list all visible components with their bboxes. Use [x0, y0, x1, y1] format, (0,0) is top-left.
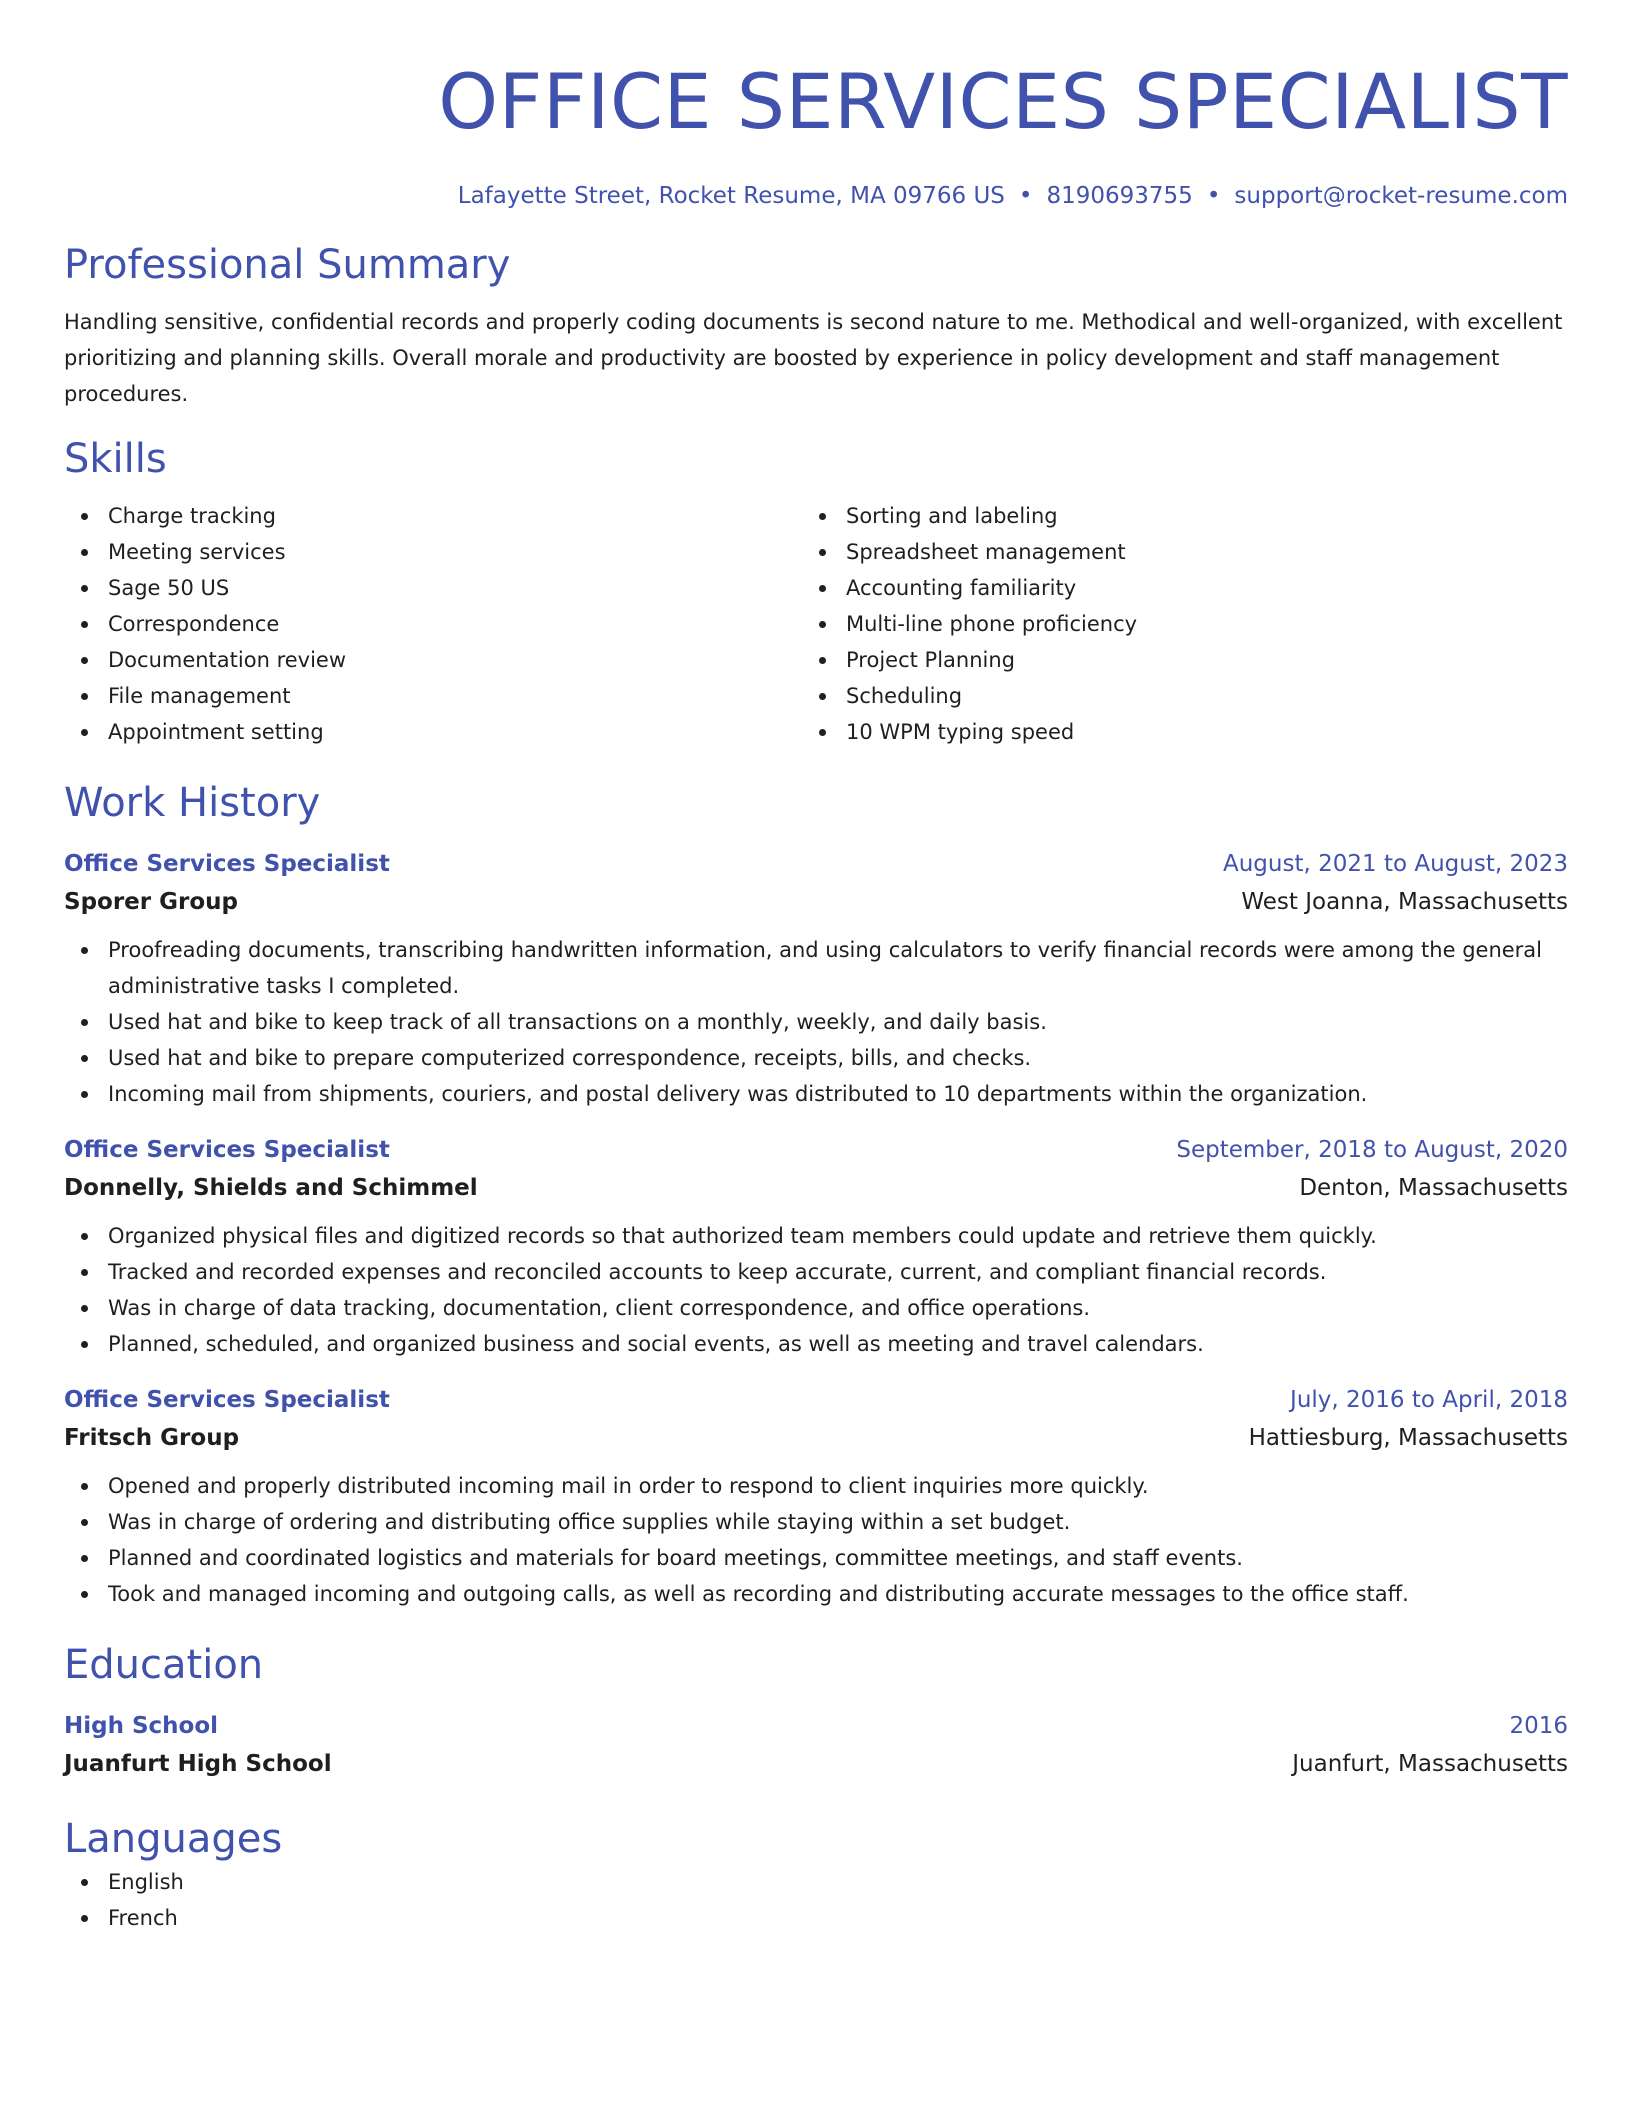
candidate-name: OFFICE SERVICES SPECIALIST — [438, 57, 1568, 146]
job-entry — [64, 846, 1568, 1112]
job-duties-list — [64, 932, 1568, 1112]
job-duty: Planned, scheduled, and organized business and social events, as well as meeting and travel calendars. — [64, 1326, 1568, 1362]
skill-item: Correspondence — [64, 606, 802, 642]
work-history-heading: Work History — [64, 780, 321, 826]
summary-heading: Professional Summary — [64, 242, 511, 288]
contact-separator: • — [1018, 183, 1033, 209]
skill-item: Charge tracking — [64, 498, 802, 534]
job-company: Donnelly, Shields and Schimmel — [64, 1175, 478, 1201]
languages-section — [64, 1814, 1568, 1936]
skill-item: 10 WPM typing speed — [802, 714, 1540, 750]
contact-line — [64, 180, 1568, 212]
skill-item: Spreadsheet management — [802, 534, 1540, 570]
languages-list — [64, 1864, 1568, 1936]
work-history-section — [64, 778, 1568, 1612]
job-duty: Was in charge of data tracking, documentation, client correspondence, and office operations. — [64, 1290, 1568, 1326]
job-location: West Joanna, Massachusetts — [1241, 889, 1568, 915]
contact-separator: • — [1206, 183, 1221, 209]
job-duty: Organized physical files and digitized records so that authorized team members could update and retrieve them quickly. — [64, 1218, 1568, 1254]
job-company-row — [64, 1168, 1568, 1208]
skills-grid — [64, 498, 1568, 750]
summary-section — [64, 240, 1568, 412]
job-title: Office Services Specialist — [64, 1137, 390, 1163]
job-duties-list — [64, 1218, 1568, 1362]
job-duty: Proofreading documents, transcribing handwritten information, and using calculators to verify financial records were among the general administrative tasks I completed. — [64, 932, 1568, 1004]
job-entry — [64, 1132, 1568, 1362]
skill-item: Sage 50 US — [64, 570, 802, 606]
job-duty: Incoming mail from shipments, couriers, and postal delivery was distributed to 10 departments within the organization. — [64, 1076, 1568, 1112]
job-duty: Used hat and bike to keep track of all transactions on a monthly, weekly, and daily basis. — [64, 1004, 1568, 1040]
job-header-row — [64, 1132, 1568, 1168]
job-entry — [64, 1382, 1568, 1612]
job-title: Office Services Specialist — [64, 1387, 390, 1413]
job-company-row — [64, 1418, 1568, 1458]
job-header-row — [64, 1382, 1568, 1418]
skills-heading: Skills — [64, 436, 167, 482]
job-location: Denton, Massachusetts — [1299, 1175, 1568, 1201]
contact-email: support@rocket-resume.com — [1234, 183, 1568, 209]
job-company: Sporer Group — [64, 889, 238, 915]
language-item: French — [64, 1900, 1568, 1936]
job-company-row — [64, 882, 1568, 922]
skills-column-right — [802, 498, 1540, 750]
job-duty: Took and managed incoming and outgoing calls, as well as recording and distributing accurate messages to the office staff. — [64, 1576, 1568, 1612]
skill-item: Meeting services — [64, 534, 802, 570]
contact-address: Lafayette Street, Rocket Resume, MA 09766 US — [457, 183, 1005, 209]
job-duty: Tracked and recorded expenses and reconciled accounts to keep accurate, current, and compliant financial records. — [64, 1254, 1568, 1290]
skill-item: File management — [64, 678, 802, 714]
education-year: 2016 — [1509, 1713, 1568, 1739]
job-location: Hattiesburg, Massachusetts — [1248, 1425, 1568, 1451]
language-item: English — [64, 1864, 1568, 1900]
skills-list-right — [802, 498, 1540, 750]
education-school-row — [64, 1744, 1568, 1784]
skills-list-left — [64, 498, 802, 750]
skill-item: Project Planning — [802, 642, 1540, 678]
skills-section — [64, 434, 1568, 750]
skill-item: Sorting and labeling — [802, 498, 1540, 534]
contact-phone: 8190693755 — [1046, 183, 1193, 209]
skill-item: Accounting familiarity — [802, 570, 1540, 606]
job-header-row — [64, 846, 1568, 882]
job-company: Fritsch Group — [64, 1425, 240, 1451]
job-duty: Planned and coordinated logistics and materials for board meetings, committee meetings, and staff events. — [64, 1540, 1568, 1576]
job-dates: September, 2018 to August, 2020 — [1176, 1137, 1568, 1163]
education-school: Juanfurt High School — [64, 1751, 332, 1777]
summary-text: Handling sensitive, confidential records and properly coding documents is second nature to me. Methodical and well-organized, with excellent prioritizing and planning skills. Overall morale and productivity are boosted by experience in policy development and staff management procedures. — [64, 310, 1563, 406]
education-location: Juanfurt, Massachusetts — [1292, 1751, 1568, 1777]
education-section — [64, 1640, 1568, 1784]
resume-header — [64, 50, 1568, 212]
job-duties-list — [64, 1468, 1568, 1612]
education-header-row — [64, 1708, 1568, 1744]
languages-heading: Languages — [64, 1816, 283, 1862]
job-duty: Opened and properly distributed incoming mail in order to respond to client inquiries more quickly. — [64, 1468, 1568, 1504]
education-entry — [64, 1708, 1568, 1784]
education-degree: High School — [64, 1713, 219, 1739]
job-dates: July, 2016 to April, 2018 — [1290, 1387, 1568, 1413]
education-heading: Education — [64, 1642, 264, 1688]
skill-item: Appointment setting — [64, 714, 802, 750]
job-duty: Was in charge of ordering and distributing office supplies while staying within a set budget. — [64, 1504, 1568, 1540]
skill-item: Scheduling — [802, 678, 1540, 714]
skill-item: Multi-line phone proficiency — [802, 606, 1540, 642]
skill-item: Documentation review — [64, 642, 802, 678]
job-dates: August, 2021 to August, 2023 — [1223, 851, 1568, 877]
skills-column-left — [64, 498, 802, 750]
job-title: Office Services Specialist — [64, 851, 390, 877]
job-duty: Used hat and bike to prepare computerized correspondence, receipts, bills, and checks. — [64, 1040, 1568, 1076]
